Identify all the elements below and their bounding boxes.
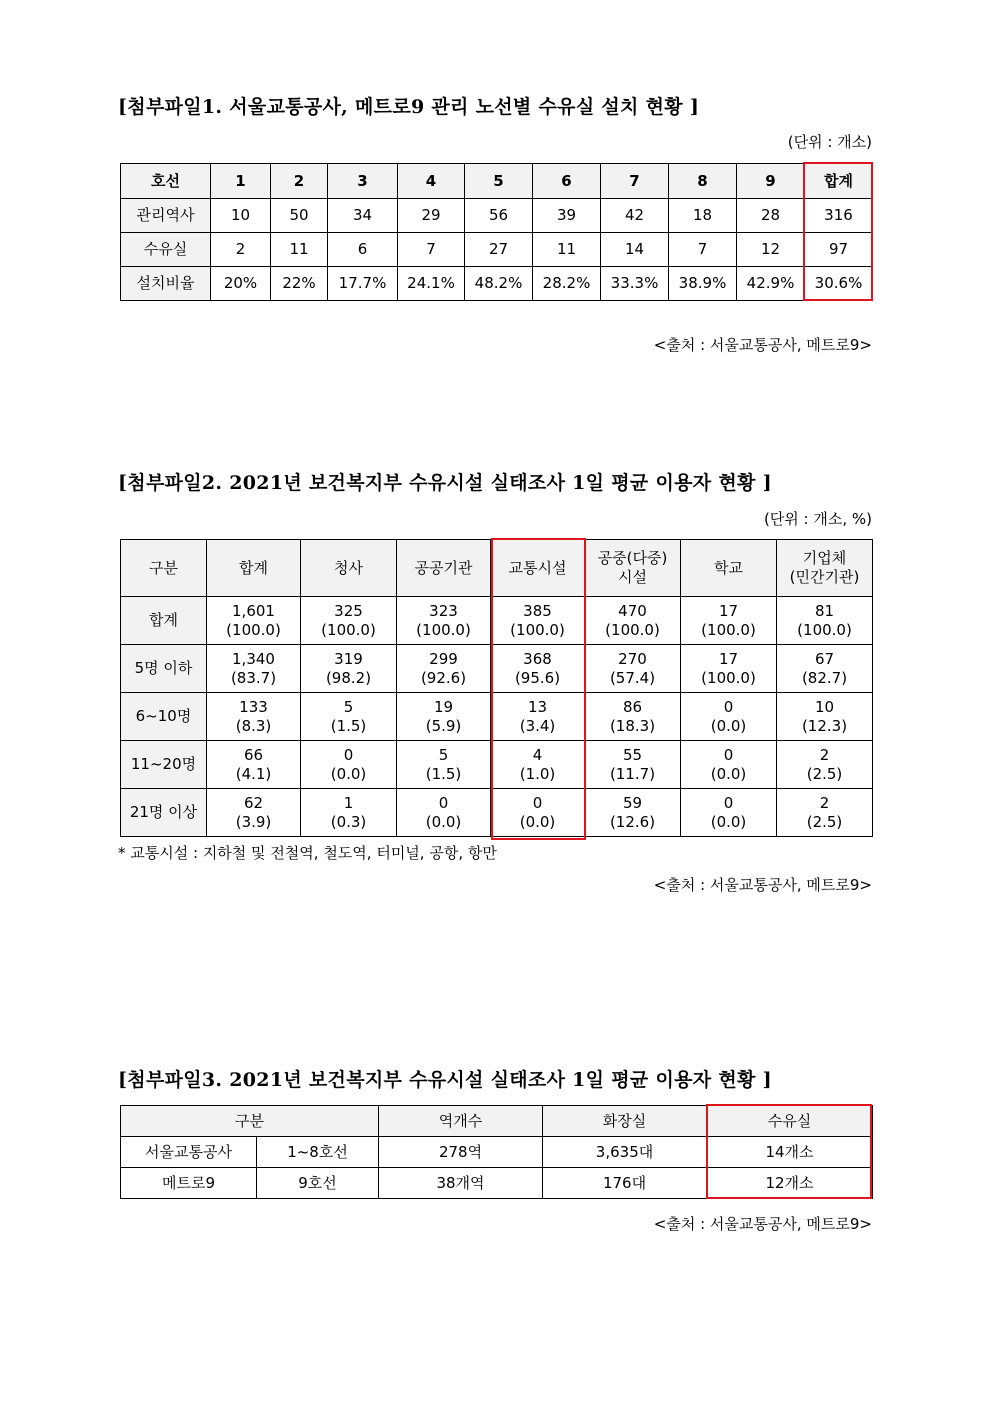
table-cell: 7 (669, 233, 737, 267)
table1-source: <출처 : 서울교통공사, 메트로9> (653, 336, 872, 354)
table-cell (207, 645, 301, 693)
cell-count: 299 (429, 649, 458, 668)
cell-count: 0 (438, 793, 449, 812)
cell-count: 2 (819, 793, 830, 812)
table2-title: [첨부파일2. 2021년 보건복지부 수유시설 실태조사 1일 평균 이용자 현황 ] (118, 472, 772, 494)
cell-percent: (100.0) (510, 620, 565, 639)
table-cell (207, 789, 301, 837)
cell-percent: (95.6) (514, 668, 561, 687)
table-cell: 28.2% (533, 267, 601, 301)
cell-count: 2 (819, 745, 830, 764)
table3-header-cell: 화장실 (543, 1106, 707, 1137)
table-row (121, 693, 873, 741)
table-cell (681, 597, 777, 645)
cell-count: 81 (814, 601, 835, 620)
cell-percent: (4.1) (235, 764, 272, 783)
cell-percent: (12.3) (801, 716, 848, 735)
table-row (121, 1168, 873, 1199)
cell-percent: (0.0) (330, 764, 367, 783)
table-cell (207, 741, 301, 789)
table-cell (777, 645, 873, 693)
table-cell (681, 693, 777, 741)
cell-percent: (92.6) (420, 668, 467, 687)
row-label: 설치비율 (121, 267, 211, 301)
row-label: 21명 이상 (121, 789, 207, 837)
table-cell (585, 597, 681, 645)
cell-count: 67 (814, 649, 835, 668)
cell-count: 0 (723, 697, 734, 716)
cell-count: 325 (334, 601, 363, 620)
cell-percent: (100.0) (321, 620, 376, 639)
table1-header-cell: 7 (601, 164, 669, 199)
table-row (121, 789, 873, 837)
table-cell: 24.1% (398, 267, 465, 301)
cell-percent: (0.3) (330, 812, 367, 831)
cell-percent: (100.0) (701, 668, 756, 687)
table-cell (681, 645, 777, 693)
table3 (120, 1105, 873, 1199)
table2 (120, 539, 873, 837)
table-cell: 메트로9 (121, 1168, 257, 1199)
table1-header-cell: 4 (398, 164, 465, 199)
table1-unit: (단위 : 개소) (787, 133, 872, 151)
cell-count: 1,340 (232, 649, 275, 668)
cell-percent: (100.0) (701, 620, 756, 639)
cell-count: 0 (532, 793, 543, 812)
table-cell: 316 (805, 199, 873, 233)
table1-title: [첨부파일1. 서울교통공사, 메트로9 관리 노선별 수유실 설치 현황 ] (118, 96, 700, 118)
table-cell (397, 693, 491, 741)
cell-percent: (1.5) (330, 716, 367, 735)
cell-count: 62 (243, 793, 264, 812)
table1-header-cell: 9 (737, 164, 805, 199)
cell-count: 0 (343, 745, 354, 764)
row-label: 수유실 (121, 233, 211, 267)
cell-count: 1 (343, 793, 354, 812)
cell-count: 17 (718, 601, 739, 620)
cell-percent: (1.0) (519, 764, 556, 783)
cell-percent: (0.0) (710, 812, 747, 831)
table-cell: 50 (271, 199, 328, 233)
cell-count: 59 (622, 793, 643, 812)
table-cell: 29 (398, 199, 465, 233)
table-cell: 38.9% (669, 267, 737, 301)
table-cell (777, 693, 873, 741)
table-cell: 6 (328, 233, 398, 267)
table2-unit: (단위 : 개소, %) (763, 510, 872, 528)
cell-percent: (11.7) (609, 764, 656, 783)
cell-count: 319 (334, 649, 363, 668)
table2-header-row (121, 540, 873, 597)
table-cell: 3,635대 (543, 1137, 707, 1168)
table-cell (491, 597, 585, 645)
table3-header-row (121, 1106, 873, 1137)
table-cell: 14개소 (707, 1137, 873, 1168)
cell-count: 368 (523, 649, 552, 668)
table-cell (301, 789, 397, 837)
cell-percent: (98.2) (325, 668, 372, 687)
cell-percent: (100.0) (226, 620, 281, 639)
table1-header-cell: 8 (669, 164, 737, 199)
table1-header-cell: 5 (465, 164, 533, 199)
table-cell: 34 (328, 199, 398, 233)
table-cell: 22% (271, 267, 328, 301)
table-row (121, 1137, 873, 1168)
table-cell (777, 597, 873, 645)
table-cell: 10 (211, 199, 271, 233)
table1-header-cell: 2 (271, 164, 328, 199)
table3-header-cell: 수유실 (707, 1106, 873, 1137)
table2-header-cell: 공공기관 (397, 540, 491, 597)
table-cell: 11 (271, 233, 328, 267)
table-cell: 18 (669, 199, 737, 233)
table1-header-cell: 합계 (805, 164, 873, 199)
cell-count: 5 (343, 697, 354, 716)
table-cell (585, 693, 681, 741)
table2-source: <출처 : 서울교통공사, 메트로9> (653, 876, 872, 894)
table2-header-cell (585, 540, 681, 597)
cell-percent: (3.4) (519, 716, 556, 735)
table1-header-row (121, 164, 873, 199)
table-cell (491, 741, 585, 789)
table-cell: 42.9% (737, 267, 805, 301)
cell-percent: (0.0) (710, 764, 747, 783)
table-cell (397, 645, 491, 693)
table1-header-cell: 1 (211, 164, 271, 199)
table-cell: 48.2% (465, 267, 533, 301)
cell-percent: (18.3) (609, 716, 656, 735)
table2-header-cell: 청사 (301, 540, 397, 597)
table-row (121, 199, 873, 233)
table-cell (491, 789, 585, 837)
table-cell: 20% (211, 267, 271, 301)
cell-percent: (83.7) (230, 668, 277, 687)
header-line: (민간기관) (789, 568, 860, 586)
table-cell: 서울교통공사 (121, 1137, 257, 1168)
table1-header-cell: 6 (533, 164, 601, 199)
table-cell: 17.7% (328, 267, 398, 301)
table2-header-cell: 합계 (207, 540, 301, 597)
cell-count: 0 (723, 745, 734, 764)
table2-header-cell: 교통시설 (491, 540, 585, 597)
table2-header-cell: 학교 (681, 540, 777, 597)
table-cell (397, 741, 491, 789)
table-cell: 176대 (543, 1168, 707, 1199)
table-cell (491, 693, 585, 741)
table-cell (301, 645, 397, 693)
cell-percent: (8.3) (235, 716, 272, 735)
cell-count: 13 (527, 697, 548, 716)
row-label: 합계 (121, 597, 207, 645)
table-cell (301, 693, 397, 741)
table-cell (207, 597, 301, 645)
cell-percent: (82.7) (801, 668, 848, 687)
table-row (121, 267, 873, 301)
cell-percent: (5.9) (425, 716, 462, 735)
table-cell (681, 789, 777, 837)
row-label: 5명 이하 (121, 645, 207, 693)
cell-percent: (0.0) (519, 812, 556, 831)
cell-count: 66 (243, 745, 264, 764)
table-row (121, 645, 873, 693)
cell-count: 10 (814, 697, 835, 716)
table-cell: 14 (601, 233, 669, 267)
table3-header-cell: 구분 (121, 1106, 379, 1137)
table-cell (585, 741, 681, 789)
table-cell (207, 693, 301, 741)
table1 (120, 163, 873, 301)
table2-header-cell (777, 540, 873, 597)
table-cell: 56 (465, 199, 533, 233)
table-cell: 39 (533, 199, 601, 233)
cell-count: 86 (622, 697, 643, 716)
header-line: 기업체 (802, 549, 847, 567)
table-cell (397, 597, 491, 645)
table3-source: <출처 : 서울교통공사, 메트로9> (653, 1215, 872, 1233)
cell-percent: (0.0) (710, 716, 747, 735)
table-cell (777, 741, 873, 789)
row-label: 6~10명 (121, 693, 207, 741)
table3-title: [첨부파일3. 2021년 보건복지부 수유시설 실태조사 1일 평균 이용자 현황 ] (118, 1069, 772, 1091)
cell-count: 270 (618, 649, 647, 668)
cell-count: 19 (433, 697, 454, 716)
cell-count: 17 (718, 649, 739, 668)
table-cell: 9호선 (257, 1168, 379, 1199)
cell-percent: (100.0) (416, 620, 471, 639)
cell-count: 323 (429, 601, 458, 620)
table3-header-cell: 역개수 (379, 1106, 543, 1137)
cell-count: 55 (622, 745, 643, 764)
table-cell: 1~8호선 (257, 1137, 379, 1168)
row-label: 관리역사 (121, 199, 211, 233)
table-cell (397, 789, 491, 837)
table-cell (777, 789, 873, 837)
table-cell (491, 645, 585, 693)
table-cell: 27 (465, 233, 533, 267)
table-cell: 12개소 (707, 1168, 873, 1199)
table-cell: 38개역 (379, 1168, 543, 1199)
table2-header-cell: 구분 (121, 540, 207, 597)
table-cell: 33.3% (601, 267, 669, 301)
table-cell: 7 (398, 233, 465, 267)
table-cell: 30.6% (805, 267, 873, 301)
cell-percent: (3.9) (235, 812, 272, 831)
cell-percent: (0.0) (425, 812, 462, 831)
table-cell: 28 (737, 199, 805, 233)
table2-body (121, 597, 873, 837)
cell-count: 133 (239, 697, 268, 716)
cell-count: 385 (523, 601, 552, 620)
cell-count: 5 (438, 745, 449, 764)
table1-header-cell: 호선 (121, 164, 211, 199)
cell-percent: (12.6) (609, 812, 656, 831)
table-cell (301, 597, 397, 645)
table-cell (301, 741, 397, 789)
table-cell (585, 645, 681, 693)
header-line: 공중(다중) (597, 549, 668, 567)
cell-count: 1,601 (232, 601, 275, 620)
cell-percent: (2.5) (806, 764, 843, 783)
table-row (121, 597, 873, 645)
cell-percent: (57.4) (609, 668, 656, 687)
table-cell (585, 789, 681, 837)
table2-footnote: * 교통시설 : 지하철 및 전철역, 철도역, 터미널, 공항, 항만 (118, 844, 497, 862)
table1-header-cell: 3 (328, 164, 398, 199)
table-cell: 11 (533, 233, 601, 267)
cell-percent: (100.0) (605, 620, 660, 639)
table-cell (681, 741, 777, 789)
cell-percent: (1.5) (425, 764, 462, 783)
table-row (121, 233, 873, 267)
cell-count: 0 (723, 793, 734, 812)
table-cell: 12 (737, 233, 805, 267)
header-line: 시설 (618, 568, 647, 586)
table-cell: 2 (211, 233, 271, 267)
table-cell: 97 (805, 233, 873, 267)
cell-percent: (100.0) (797, 620, 852, 639)
cell-count: 470 (618, 601, 647, 620)
table-cell: 278역 (379, 1137, 543, 1168)
cell-count: 4 (532, 745, 543, 764)
table-row (121, 741, 873, 789)
table-cell: 42 (601, 199, 669, 233)
cell-percent: (2.5) (806, 812, 843, 831)
row-label: 11~20명 (121, 741, 207, 789)
